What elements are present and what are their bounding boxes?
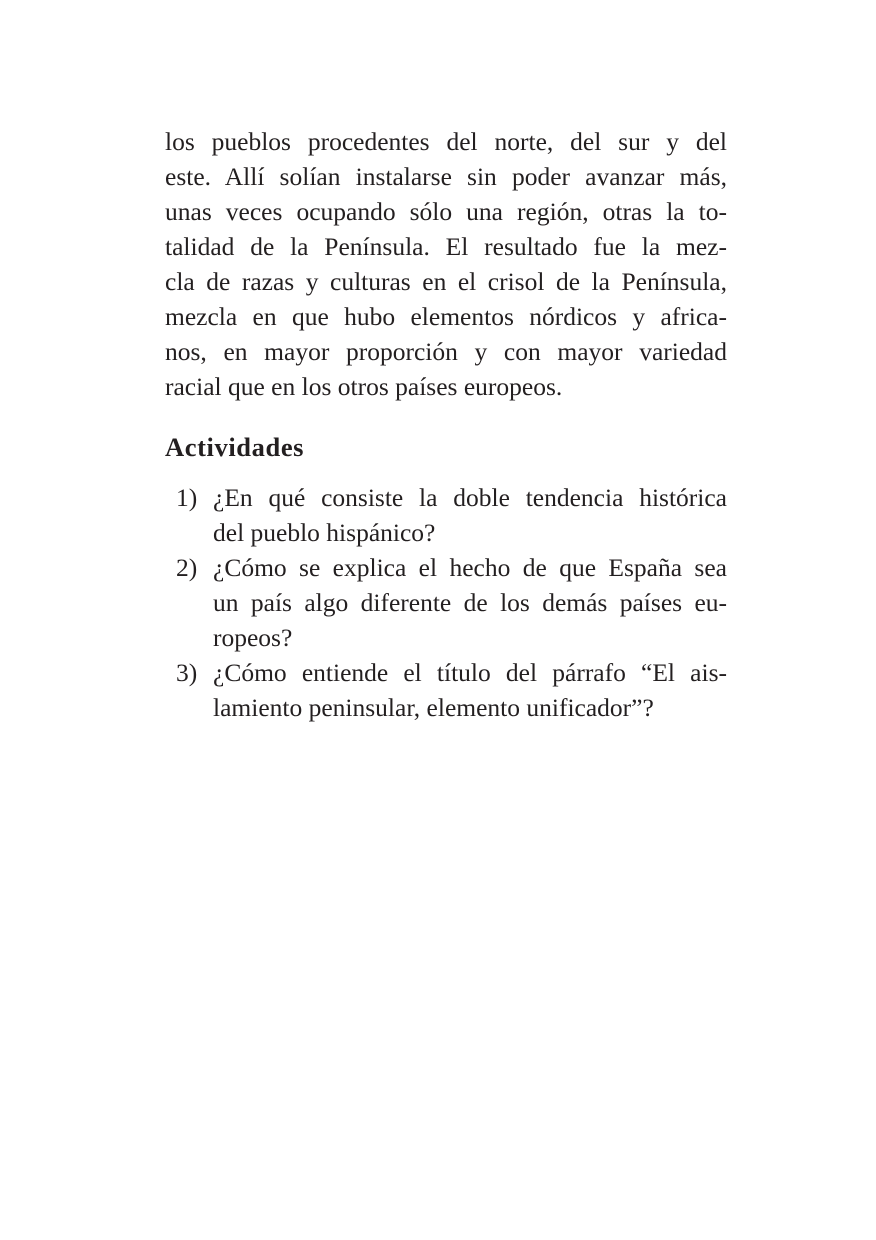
paragraph-line: este. Allí solían instalarse sin poder avanzar más, [165, 162, 727, 191]
activity-line: lamiento peninsular, elemento unificador”? [213, 693, 654, 722]
paragraph-line: nos, en mayor proporción y con mayor variedad [165, 337, 727, 366]
activity-item [165, 550, 727, 655]
paragraph-line: cla de razas y culturas en el crisol de la Península, [165, 267, 727, 296]
paragraph-line: mezcla en que hubo elementos nórdicos y africa- [165, 302, 727, 331]
activity-line: del pueblo hispánico? [213, 518, 436, 547]
activity-number: 1) [176, 483, 198, 512]
activity-item [165, 655, 727, 725]
body-paragraph [165, 124, 727, 404]
document-page [165, 124, 727, 725]
paragraph-line: talidad de la Península. El resultado fue la mez- [165, 232, 727, 261]
paragraph-line: racial que en los otros países europeos. [165, 372, 563, 401]
paragraph-line: unas veces ocupando sólo una región, otras la to- [165, 197, 727, 226]
activity-line: ropeos? [213, 623, 293, 652]
activity-line: un país algo diferente de los demás países eu- [213, 588, 727, 617]
activity-item [165, 480, 727, 550]
activities-list [165, 480, 727, 725]
activity-number: 3) [176, 658, 198, 687]
paragraph-line: los pueblos procedentes del norte, del sur y del [165, 127, 727, 156]
activity-line: ¿Cómo se explica el hecho de que España sea [213, 553, 727, 582]
activity-line: ¿Cómo entiende el título del párrafo “El ais- [213, 658, 727, 687]
activity-line: ¿En qué consiste la doble tendencia histórica [213, 483, 727, 512]
activities-heading: Actividades [165, 432, 305, 462]
activity-number: 2) [176, 553, 198, 582]
